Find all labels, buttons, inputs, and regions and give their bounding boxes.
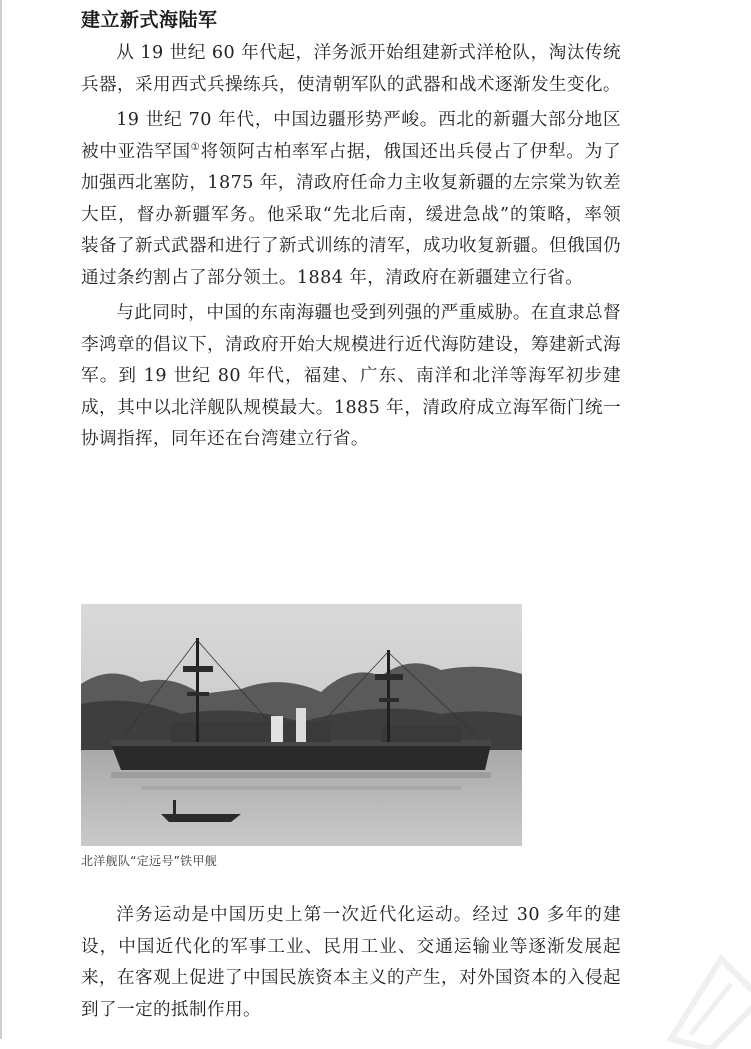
article-body [81,0,621,456]
paragraph-2 [81,105,621,294]
footnote-marker[interactable]: ① [190,141,201,153]
watermark-decoration [651,939,751,1049]
section-heading: 建立新式海陆军 [81,9,218,31]
paragraph-3: 与此同时，中国的东南海疆也受到列强的严重威胁。在直隶总督李鸿章的倡议下，清政府开始大规模进行近代海防建设，筹建新式海军。到 19 世纪 80 年代，福建、广东、南洋和北洋等海军初步建成，其中以北洋舰队规模最大。1885 年，清政府成立海军衙门统一协调指挥，同年还在台湾建立行省。 [81,303,621,449]
figure-caption: 北洋舰队“定远号”铁甲舰 [81,854,218,868]
paragraph-2-part-b: 将领阿古柏率军占据，俄国还出兵侵占了伊犁。为了加强西北塞防，1875 年，清政府任命力主收复新疆的左宗棠为钦差大臣，督办新疆军务。他采取“先北后南，缓进急战”的策略，率领装备了新式武器和进行了新式训练的清军，成功收复新疆。但俄国仍通过条约割占了部分领土。1884 年，清政府在新疆建立行省。 [81,141,622,288]
paragraph-1: 从 19 世纪 60 年代起，洋务派开始组建新式洋枪队，淘汰传统兵器，采用西式兵操练兵，使清朝军队的武器和战术逐渐发生变化。 [81,43,621,95]
paragraph-4: 洋务运动是中国历史上第一次近代化运动。经过 30 多年的建设，中国近代化的军事工业、民用工业、交通运输业等逐渐发展起来，在客观上促进了中国民族资本主义的产生，对外国资本的入侵起到了一定的抵制作用。 [81,905,621,1020]
ironclad-photo-image [81,604,522,846]
page-left-rule [0,0,2,1039]
paragraph-2-part-a: 19 世纪 70 年代，中国边疆形势严峻。西北的新疆大部分地区被中亚浩罕国 [81,110,621,162]
article-body-continued [81,900,621,1026]
ironclad-photo [81,604,522,846]
